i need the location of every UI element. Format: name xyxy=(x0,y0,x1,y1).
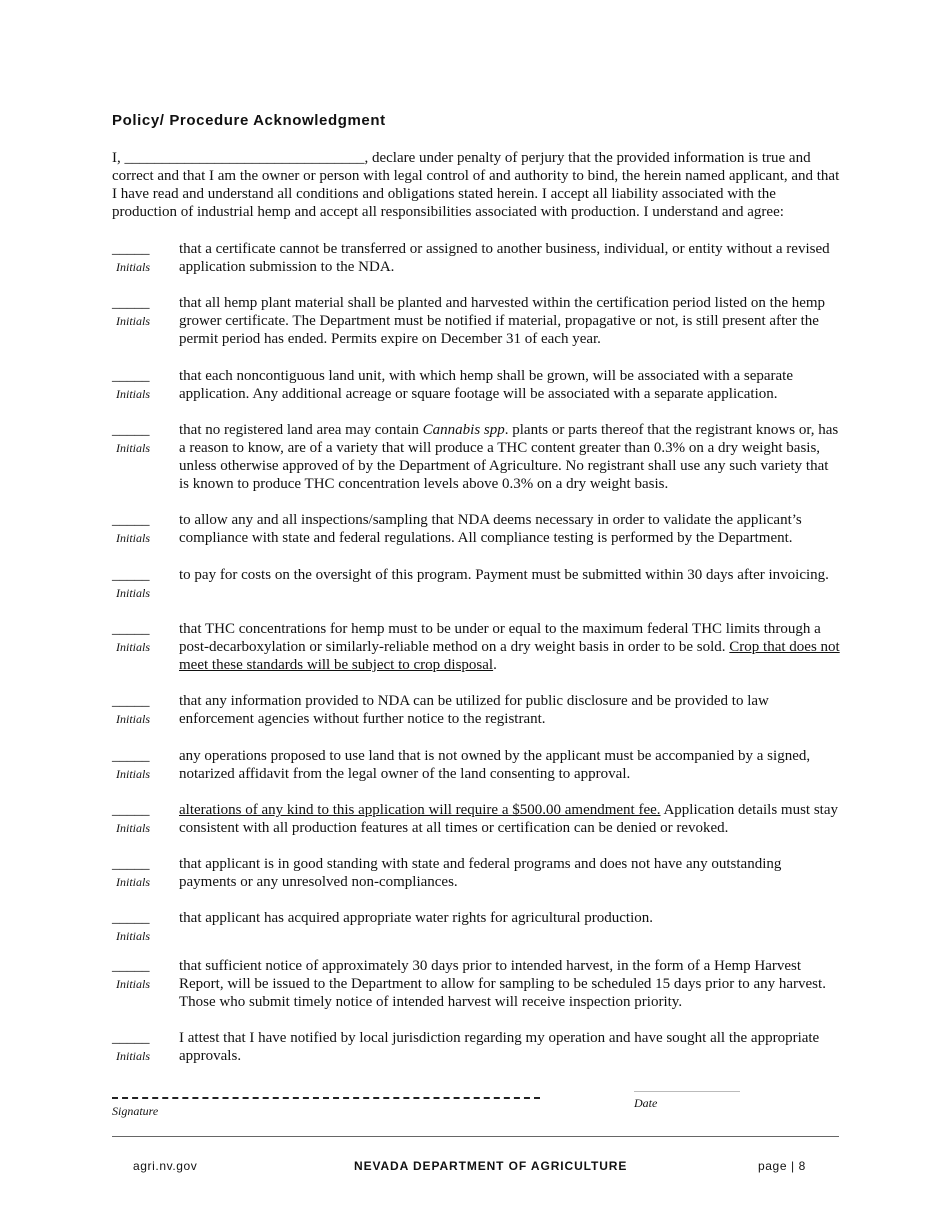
initials-label: Initials xyxy=(116,531,151,545)
item-text: that sufficient notice of approximately 30 days prior to intended harvest, in the form of a Hemp Harvest Report, will be issued to the Department to allow for sampling to be scheduled 15 days prior to any harvest. Those who submit timely notice of intended harvest will receive inspection priority. xyxy=(179,958,826,1010)
initials-label: Initials xyxy=(116,314,151,328)
initials-label: Initials xyxy=(116,767,151,781)
initials-blank[interactable]: _____ xyxy=(112,910,150,926)
item-text: I attest that I have notified by local jurisdiction regarding my operation and have sought all the appropriate approvals. xyxy=(179,1030,820,1064)
initials-blank[interactable]: _____ xyxy=(112,241,150,257)
initials-blank[interactable]: _____ xyxy=(112,693,150,709)
item-text-post: Application details must stay consistent with all production features at all times or certification can be denied or revoked. xyxy=(179,802,839,836)
item-text-post: . plants or parts thereof that the registrant knows or, has a reason to know, are of a variety that will produce a THC content greater than 0.3% on a dry weight basis, unless otherwise approved of by the Department of Agriculture. No registrant shall use any such variety that is known to produce THC concentration levels above 0.3% on a dry weight basis. xyxy=(179,422,839,492)
item-text-italic: Cannabis spp xyxy=(422,422,505,438)
item-text-pre: that no registered land area may contain xyxy=(179,422,423,438)
item-text: that any information provided to NDA can be utilized for public disclosure and be provided to law enforcement agencies without further notice to the registrant. xyxy=(179,693,769,727)
initials-label: Initials xyxy=(116,821,151,835)
initials-blank[interactable]: _____ xyxy=(112,567,150,583)
initials-label: Initials xyxy=(116,586,151,600)
initials-label: Initials xyxy=(116,260,151,274)
initials-blank[interactable]: _____ xyxy=(112,802,150,818)
initials-label: Initials xyxy=(116,640,151,654)
signature-line[interactable] xyxy=(112,1097,540,1099)
date-line[interactable] xyxy=(634,1091,740,1092)
item-text: that a certificate cannot be transferred or assigned to another business, individual, or entity without a revised application submission to the NDA. xyxy=(179,241,830,275)
initials-label: Initials xyxy=(116,929,151,943)
initials-blank[interactable]: _____ xyxy=(112,1030,150,1046)
item-text: to pay for costs on the oversight of this program. Payment must be submitted within 30 days after invoicing. xyxy=(179,567,829,583)
initials-blank[interactable]: _____ xyxy=(112,295,150,311)
initials-label: Initials xyxy=(116,875,151,889)
footer-divider xyxy=(112,1136,839,1137)
item-text xyxy=(179,421,842,493)
item-text-pre: that THC concentrations for hemp must to be under or equal to the maximum federal THC limits through a post-decarboxylation or similarly-reliable method on a dry weight basis in order to be sold. xyxy=(179,621,821,655)
item-text xyxy=(179,620,842,674)
item-text: that applicant is in good standing with state and federal programs and does not have any outstanding payments or any unresolved non-compliances. xyxy=(179,856,782,890)
footer-department: NEVADA DEPARTMENT OF AGRICULTURE xyxy=(354,1159,628,1173)
item-text-underlined: Crop that does not meet these standards will be subject to crop disposal xyxy=(179,639,840,673)
initials-label: Initials xyxy=(116,977,151,991)
item-text: that applicant has acquired appropriate water rights for agricultural production. xyxy=(179,910,653,926)
initials-blank[interactable]: _____ xyxy=(112,856,150,872)
initials-label: Initials xyxy=(116,1049,151,1063)
signature-label: Signature xyxy=(112,1104,159,1118)
footer-page-number: page | 8 xyxy=(758,1159,806,1173)
intro-paragraph: I, ________________________________, declare under penalty of perjury that the provided information is true and correct and that I am the owner or person with legal control of and authority to bind, the herein named applicant, and that I have read and understand all conditions and obligations stated herein. I accept all liability associated with the production of industrial hemp and accept all responsibilities associated with production. I understand and agree: xyxy=(112,150,840,220)
item-text: to allow any and all inspections/sampling that NDA deems necessary in order to validate the applicant’s compliance with state and federal regulations. All compliance testing is performed by the Department. xyxy=(179,512,802,546)
item-text-post: . xyxy=(493,657,497,673)
initials-blank[interactable]: _____ xyxy=(112,512,150,528)
item-text: that all hemp plant material shall be planted and harvested within the certification period listed on the hemp grower certificate. The Department must be notified if material, propagative or not, is still present after the permit period has ended. Permits expire on December 31 of each year. xyxy=(179,295,826,347)
date-label: Date xyxy=(634,1096,658,1110)
item-text xyxy=(179,801,842,837)
initials-blank[interactable]: _____ xyxy=(112,748,150,764)
item-text-underlined: alterations of any kind to this application will require a $500.00 amendment fee. xyxy=(179,802,661,818)
footer-website: agri.nv.gov xyxy=(133,1159,198,1173)
item-text: any operations proposed to use land that is not owned by the applicant must be accompanied by a signed, notarized affidavit from the legal owner of the land consenting to approval. xyxy=(179,748,811,782)
page-title: Policy/ Procedure Acknowledgment xyxy=(112,112,386,129)
initials-label: Initials xyxy=(116,387,151,401)
initials-blank[interactable]: _____ xyxy=(112,422,150,438)
initials-label: Initials xyxy=(116,441,151,455)
initials-blank[interactable]: _____ xyxy=(112,958,150,974)
initials-label: Initials xyxy=(116,712,151,726)
item-text: that each noncontiguous land unit, with which hemp shall be grown, will be associated with a separate application. Any additional acreage or square footage will be associated with a separate application. xyxy=(179,368,794,402)
initials-blank[interactable]: _____ xyxy=(112,368,150,384)
initials-blank[interactable]: _____ xyxy=(112,621,150,637)
